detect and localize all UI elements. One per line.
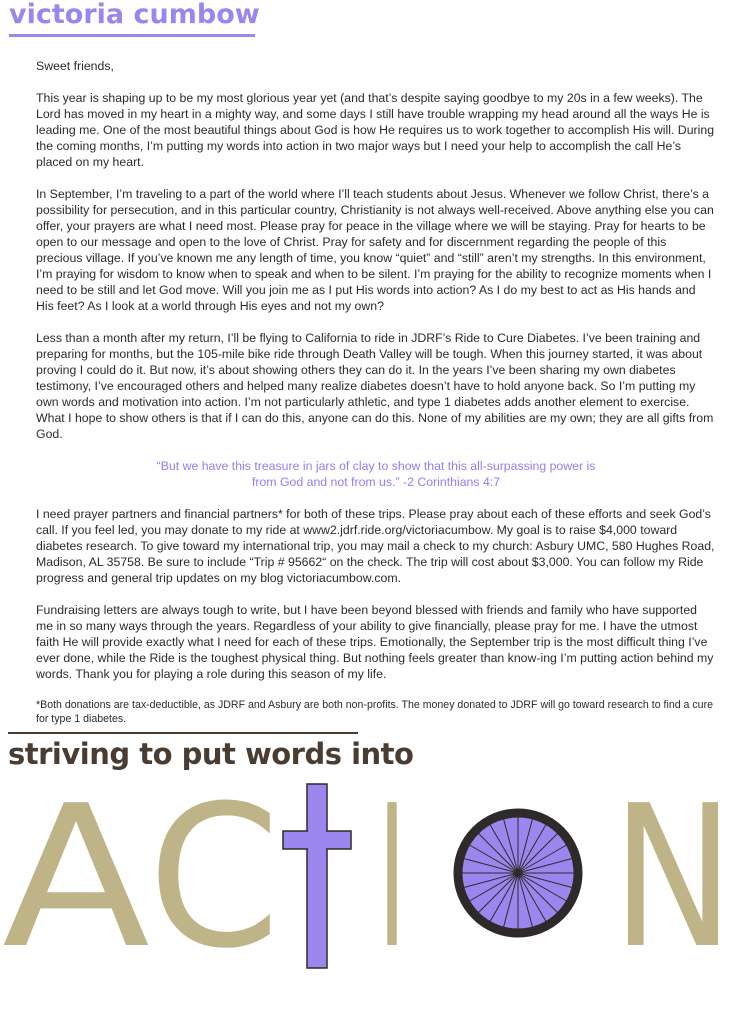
action-letter-n: N bbox=[612, 780, 734, 980]
cross-icon bbox=[283, 784, 351, 968]
name-underline bbox=[9, 34, 255, 37]
action-letter-a: A bbox=[2, 780, 150, 980]
paragraph-ride: Less than a month after my return, I’ll be flying to California to ride in JDRF’s Ride to Cure Diabetes. I’ve been training and preparing for months, but the 105-mile bike ride through Death Valley will be tough. When this journey started, it was about proving I could do it. But now, it’s about showing others they can do it. In the years I’ve been sharing my own diabetes testimony, I’ve encouraged others and helped many realize diabetes doesn’t have to hold anyone back. So I’m putting my own words and motivation into action. I’m not particularly athletic, and type 1 diabetes adds another element to exercise. What I hope to show others is that if I can do this, anyone can do this. None of my abilities are my own; they are all gifts from God. bbox=[36, 331, 714, 441]
paragraph-closing: Fundraising letters are always tough to write, but I have been beyond blessed with friends and family who have supported me in so many ways through the years. Regardless of your ability to give financially, please pray for me. I have the utmost faith He will provide exactly what I need for each of these trips. Emotionally, the September trip is the most difficult thing I’ve ever done, while the Ride is the toughest physical thing. But nothing feels greater than know-ing I’m putting action behind my words. Thank you for playing a role during this season of my life. bbox=[36, 603, 714, 681]
footnote: *Both donations are tax-deductible, as JDRF and Asbury are both non-profits. The money donated to JDRF will go toward research to find a cure for type 1 diabetes. bbox=[36, 699, 713, 725]
action-letter-i: I bbox=[378, 780, 406, 980]
action-graphic bbox=[0, 780, 751, 980]
greeting: Sweet friends, bbox=[36, 59, 114, 73]
letter-body bbox=[36, 58, 716, 742]
scripture-quote bbox=[36, 458, 716, 490]
tagline: striving to put words into bbox=[8, 737, 414, 771]
paragraph-donations: I need prayer partners and financial partners* for both of these trips. Please pray about each of these efforts and seek God’s call. If you feel led, you may donate to my ride at www2.jdrf.ride.org/victoriacumbow. My goal is to raise $4,000 toward diabetes research. To give toward my international trip, you may mail a check to my church: Asbury UMC, 580 Hughes Road, Madison, AL 35758. Be sure to include “Trip # 95662“ on the check. The trip will cost about $3,000. You can follow my Ride progress and general trip updates on my blog victoriacumbow.com. bbox=[36, 507, 715, 585]
quote-line-1: “But we have this treasure in jars of clay to show that this all-surpassing power is bbox=[156, 459, 596, 473]
quote-line-2: from God and not from us.” -2 Corinthians 4:7 bbox=[251, 475, 501, 489]
paragraph-september-trip: In September, I’m traveling to a part of the world where I’ll teach students about Jesus. Whenever we follow Christ, there’s a possibility for persecution, and in this particular country, Christianity is not always well-received. Above anything else you can offer, your prayers are what I need most. Please pray for peace in the village where we will be staying. Pray for hearts to be open to our message and open to the love of Christ. Pray for safety and for discernment regarding the people of this precious village. If you’ve known me any length of time, you know “quiet” and “still” aren’t my strengths. In this environment, I’m praying for wisdom to know when to speak and when to be silent. I’m praying for the ability to recognize moments when I need to be still and let God move. Will you join me as I put His words into action? As I do my best to act as His hands and His feet? As I look at a world through His eyes and not my own? bbox=[36, 187, 714, 313]
action-letter-c: C bbox=[148, 780, 280, 980]
bicycle-wheel-icon bbox=[458, 813, 578, 933]
wheel-hub bbox=[515, 870, 521, 876]
paragraph-intro: This year is shaping up to be my most glorious year yet (and that’s despite saying goodbye to my 20s in a few weeks). The Lord has moved in my heart in a mighty way, and some days I still have trouble wrapping my head around all the ways He is leading me. One of the most beautiful things about God is how He requires us to work together to accomplish His will. During the coming months, I’m putting my words into action in two major ways but I need your help to accomplish the call He’s placed on my heart. bbox=[36, 91, 715, 169]
author-name: victoria cumbow bbox=[9, 0, 260, 30]
